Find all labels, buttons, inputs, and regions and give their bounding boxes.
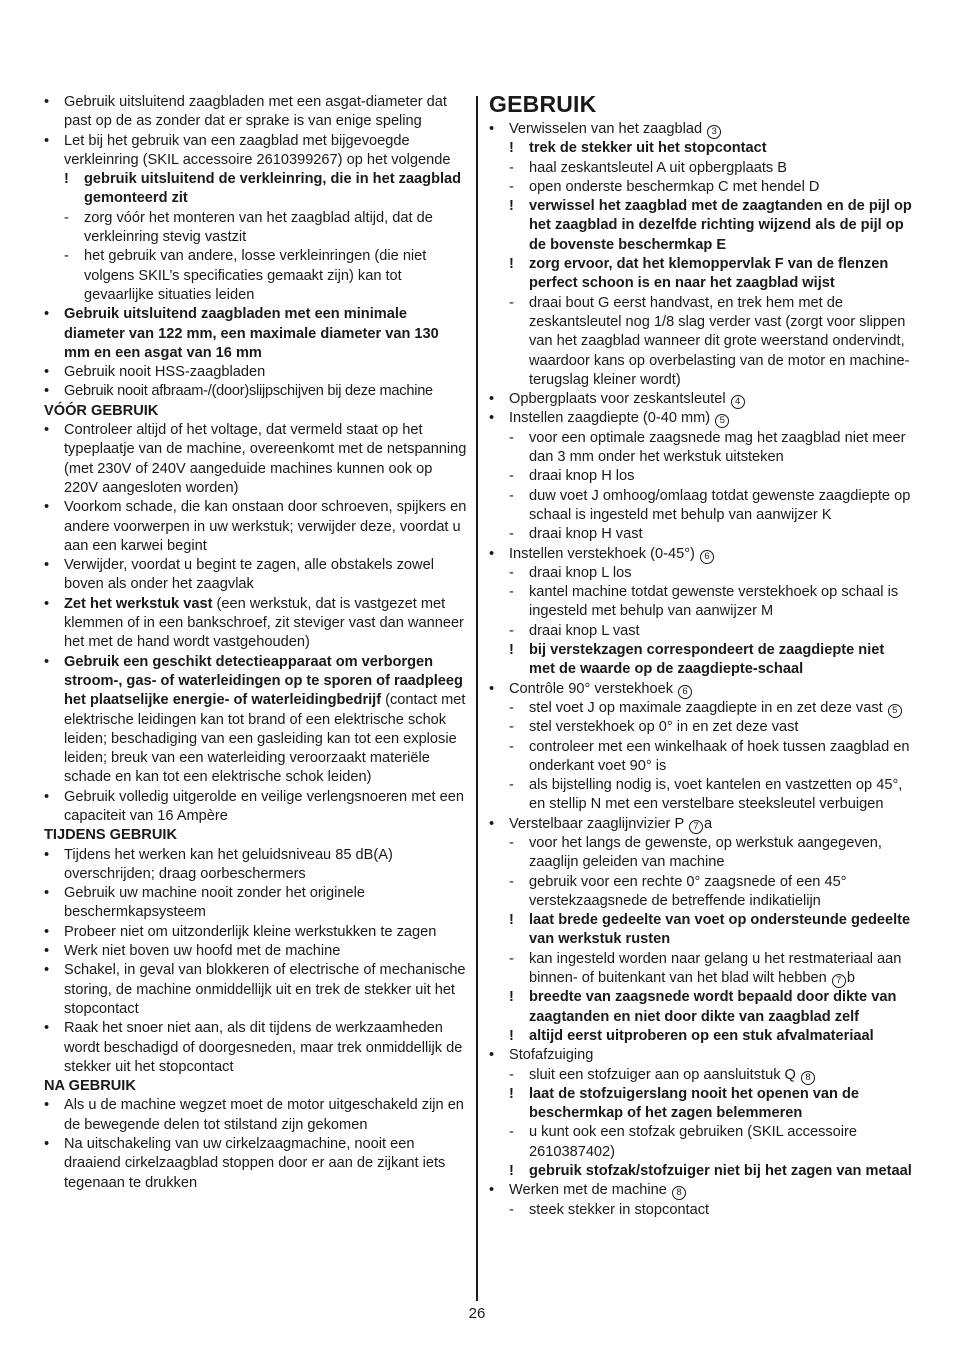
list-marker: !: [509, 912, 514, 929]
list-marker: •: [44, 557, 50, 574]
list-marker: !: [509, 256, 514, 273]
item-text: Probeer niet om uitzonderlijk kleine werkstukken te zagen: [64, 923, 437, 940]
bullet-item: [44, 1135, 468, 1193]
item-text: Gebruik nooit afbraam-/(door)slijpschijven bij deze machine: [64, 383, 433, 400]
list-marker: -: [509, 564, 514, 581]
sub-item: [44, 247, 468, 305]
item-text: stel voet J op maximale zaagdiepte in en zet deze vast 5: [529, 700, 903, 716]
list-marker: •: [44, 94, 50, 110]
list-marker: -: [509, 873, 514, 890]
list-marker: •: [44, 306, 50, 323]
item-text: Opbergplaats voor zeskantsleutel 4: [509, 391, 746, 407]
list-marker: !: [509, 1085, 514, 1102]
item-text: duw voet J omhoog/omlaag totdat gewenste zaagdiepte op schaal is ingesteld met behulp van aanwijzer K: [529, 487, 911, 523]
item-text: kan ingesteld worden naar gelang u het restmateriaal aan binnen- of buitenkant van het blad wilt hebben 7 b: [529, 950, 902, 987]
list-marker: -: [509, 159, 514, 176]
list-marker: •: [489, 391, 495, 408]
bullet-item: [44, 93, 468, 132]
item-text: Gebruik uitsluitend zaagbladen met een asgat-diameter dat past op de as zonder dat er sprake is van enige speling: [64, 94, 447, 130]
list-marker: •: [489, 1182, 495, 1199]
list-marker: -: [64, 209, 69, 226]
page-number: 26: [468, 1305, 486, 1322]
list-marker: -: [509, 699, 514, 716]
list-marker: •: [44, 1097, 50, 1114]
list-marker: •: [44, 383, 50, 400]
sub-item: [489, 178, 913, 197]
sub-item: [489, 1066, 913, 1085]
bullet-item: [44, 421, 468, 498]
item-text: Voorkom schade, die kan onstaan door schroeven, spijkers en andere voorwerpen in uw werkstuk; verwijder deze, voordat u aan een karwei begint: [64, 499, 467, 554]
item-text: zorg vóór het monteren van het zaagblad altijd, dat de verkleinring stevig vastzit: [84, 209, 433, 246]
warning-item: [489, 988, 913, 1027]
item-text: Raak het snoer niet aan, als dit tijdens de werkzaamheden wordt beschadigd of doorgesneden, maar trek onmiddellijk de stekker uit het stopcontact: [64, 1020, 463, 1075]
bullet-item: [44, 363, 468, 382]
section-heading: TIJDENS GEBRUIK: [44, 827, 177, 844]
item-text: als bijstelling nodig is, voet kantelen en vastzetten op 45°, en stellip N met een verstelbare steeksleutel verbuigen: [529, 777, 903, 813]
bullet-item: [44, 846, 468, 885]
item-text: open onderste beschermkap C met hendel D: [529, 178, 820, 195]
list-marker: •: [44, 1136, 50, 1153]
item-text: Gebruik een geschikt detectieapparaat om verborgen stroom-, gas- of waterleidingen op te sporen of raadpleeg het plaatselijke energie- of waterleidingbedrijf (contact met elektrische leidingen kan tot brand of een elektrische schok leiden; beschadiging van een gasleiding kan tot een explosie leiden; breuk van een waterleiding veroorzaakt materiële schade en kan tot een elektrische schok leiden): [64, 653, 466, 786]
item-text: Werk niet boven uw hoofd met de machine: [64, 943, 341, 960]
list-marker: -: [509, 294, 514, 311]
item-text: Zet het werkstuk vast (een werkstuk, dat is vastgezet met klemmen of in een bankschroef, zit steviger vast dan wanneer het met de hand wordt vastgehouden): [64, 595, 464, 651]
sub-item: [489, 564, 913, 583]
list-marker: •: [44, 422, 50, 439]
sub-item: [489, 1123, 913, 1162]
list-marker: -: [509, 526, 514, 543]
list-marker: •: [44, 364, 50, 381]
list-marker: !: [64, 171, 69, 188]
list-marker: •: [44, 132, 50, 149]
item-text: Instellen verstekhoek (0-45°) 6: [509, 546, 715, 562]
right-column: [489, 88, 913, 1220]
bullet-item: [44, 788, 468, 827]
item-text: Als u de machine wegzet moet de motor uitgeschakeld zijn en de bewegende delen tot stilstand zijn gekomen: [64, 1097, 464, 1133]
list-marker: -: [509, 1066, 514, 1083]
list-marker: •: [44, 923, 50, 940]
item-text: verwissel het zaagblad met de zaagtanden en de pijl op het zaagblad in dezelfde richting wijzend als de pijl op de bovenste beschermkap E: [529, 198, 912, 253]
list-marker: !: [509, 989, 514, 1006]
item-text: Werken met de machine 8: [509, 1182, 687, 1198]
item-text: stel verstekhoek op 0° in en zet deze vast: [529, 719, 799, 736]
bullet-item: [44, 923, 468, 942]
bullet-item: [489, 1181, 913, 1200]
item-text: Verstelbaar zaaglijnvizier P 7 a: [509, 815, 713, 832]
item-text: altijd eerst uitproberen op een stuk afvalmateriaal: [529, 1027, 874, 1044]
item-text: laat brede gedeelte van voet op ondersteunde gedeelte van werkstuk rusten: [529, 912, 911, 948]
item-text: sluit een stofzuiger aan op aansluitstuk Q 8: [529, 1067, 816, 1083]
list-marker: •: [489, 680, 495, 697]
list-marker: -: [64, 248, 69, 265]
list-marker: -: [509, 834, 514, 851]
bullet-item: [489, 545, 913, 564]
section-title: GEBRUIK: [489, 91, 597, 117]
item-text: voor een optimale zaagsnede mag het zaagblad niet meer dan 3 mm onder het werkstuk uitsteken: [529, 429, 906, 466]
item-text: Let bij het gebruik van een zaagblad met bijgevoegde verkleinring (SKIL accessoire 2610399267) op het volgende: [64, 132, 451, 168]
bullet-item: [44, 556, 468, 595]
item-text: Schakel, in geval van blokkeren of electrische of mechanische storing, de machine onmiddellijk uit en trek de stekker uit het stopcontact: [64, 962, 466, 1017]
list-marker: -: [509, 622, 514, 639]
item-text: Na uitschakeling van uw cirkelzaagmachine, nooit een draaiend cirkelzaagblad stoppen door er aan de zijkant iets tegenaan te drukken: [64, 1136, 446, 1191]
item-text: trek de stekker uit het stopcontact: [529, 140, 767, 157]
item-text: Instellen zaagdiepte (0-40 mm) 5: [509, 410, 730, 426]
sub-item: [489, 467, 913, 486]
list-marker: !: [509, 642, 514, 659]
warning-item: [489, 1162, 913, 1181]
item-text: breedte van zaagsnede wordt bepaald door dikte van zaagtanden en niet door dikte van zaagblad zelf: [529, 989, 897, 1025]
list-marker: •: [489, 815, 495, 832]
item-text: kantel machine totdat gewenste verstekhoek op schaal is ingesteld met behulp van aanwijzer M: [529, 584, 899, 620]
item-text: draai knop L los: [529, 564, 632, 581]
item-text: Controleer altijd of het voltage, dat vermeld staat op het typeplaatje van de machine, overeenkomt met de netspanning (met 230V of 240V aangeduide machines kunnen ook op 220V aangesloten worden): [64, 422, 467, 496]
item-text: Tijdens het werken kan het geluidsniveau 85 dB(A) overschrijden; draag oorbeschermers: [64, 846, 393, 882]
list-marker: -: [509, 777, 514, 794]
warning-item: [44, 170, 468, 209]
list-marker: •: [44, 499, 50, 516]
list-marker: •: [489, 410, 495, 427]
column-divider: [476, 96, 478, 1301]
sub-item: [489, 873, 913, 912]
item-text: Verwisselen van het zaagblad 3: [509, 121, 722, 137]
bullet-item: [489, 120, 913, 139]
list-marker: !: [509, 1027, 514, 1044]
sub-item: [489, 622, 913, 641]
item-text: Gebruik uitsluitend zaagbladen met een minimale diameter van 122 mm, een maximale diameter van 130 mm en een asgat van 16 mm: [64, 306, 439, 361]
item-text: Stofafzuiging: [509, 1047, 594, 1064]
list-marker: -: [509, 178, 514, 195]
list-marker: •: [489, 1047, 495, 1064]
item-text: draai knop L vast: [529, 622, 640, 639]
sub-item: [489, 834, 913, 873]
bullet-item: [44, 1019, 468, 1077]
list-marker: !: [509, 140, 514, 157]
list-marker: -: [509, 1201, 514, 1218]
list-marker: •: [44, 943, 50, 960]
list-marker: •: [44, 846, 50, 863]
section-heading: NA GEBRUIK: [44, 1078, 136, 1095]
sub-item: [489, 1201, 913, 1220]
sub-item: [489, 159, 913, 178]
warning-item: [489, 139, 913, 158]
sub-item: [489, 429, 913, 468]
section-heading: VÓÓR GEBRUIK: [44, 402, 159, 419]
sub-item: [489, 718, 913, 737]
list-marker: •: [489, 121, 495, 137]
warning-item: [489, 641, 913, 680]
item-text: gebruik uitsluitend de verkleinring, die in het zaagblad gemonteerd zit: [84, 171, 462, 207]
warning-item: [489, 1085, 913, 1124]
item-text: het gebruik van andere, losse verkleinringen (die niet volgens SKIL’s specificaties gemaakt zijn) kan tot gevaarlijke situaties leiden: [84, 248, 427, 303]
list-marker: •: [44, 962, 50, 979]
sub-item: [489, 738, 913, 777]
sub-item: [44, 209, 468, 248]
bullet-item: [44, 382, 468, 401]
bullet-item: [489, 680, 913, 699]
list-marker: -: [509, 468, 514, 485]
warning-item: [489, 911, 913, 950]
bullet-item: [489, 409, 913, 428]
sub-item: [489, 487, 913, 526]
bullet-item: [44, 884, 468, 923]
list-marker: -: [509, 950, 514, 967]
right-list: [489, 120, 913, 1220]
bullet-item: [44, 305, 468, 363]
bullet-item: [44, 961, 468, 1019]
list-marker: -: [509, 584, 514, 601]
warning-item: [489, 197, 913, 255]
item-text: Verwijder, voordat u begint te zagen, alle obstakels zowel boven als onder het zaagvlak: [64, 557, 434, 593]
item-text: u kunt ook een stofzak gebruiken (SKIL accessoire 2610387402): [529, 1124, 858, 1160]
bullet-item: [44, 498, 468, 556]
bullet-item: [44, 595, 468, 653]
list-marker: -: [509, 738, 514, 755]
left-column: [44, 93, 468, 1193]
item-text: bij verstekzagen correspondeert de zaagdiepte niet met de waarde op de zaagdiepte-schaal: [529, 642, 885, 678]
list-marker: !: [509, 1163, 514, 1180]
item-text: Contrôle 90° verstekhoek 6: [509, 681, 693, 697]
list-marker: -: [509, 719, 514, 736]
item-text: Gebruik uw machine nooit zonder het originele beschermkapsysteem: [64, 885, 365, 921]
list-marker: •: [44, 788, 50, 805]
list-marker: -: [509, 487, 514, 504]
item-text: zorg ervoor, dat het klemoppervlak F van de flenzen perfect schoon is en naar het zaagblad wijst: [529, 256, 889, 292]
sub-item: [489, 776, 913, 815]
bullet-item: [44, 653, 468, 788]
bullet-item: [489, 815, 913, 834]
item-text: voor het langs de gewenste, op werkstuk aangegeven, zaaglijn geleiden van machine: [529, 834, 882, 871]
item-text: draai bout G eerst handvast, en trek hem met de zeskantsleutel nog 1/8 slag verder vast (zorgt voor slippen van het zaagblad wanneer dit grote weerstand ondervindt, waardoor kans op overbelasting van de motor en machine-terugslag kleiner wordt): [529, 294, 910, 388]
list-marker: -: [509, 1124, 514, 1141]
bullet-item: [44, 132, 468, 171]
item-text: draai knop H vast: [529, 526, 643, 543]
item-text: Gebruik nooit HSS-zaagbladen: [64, 364, 266, 381]
bullet-item: [489, 390, 913, 409]
item-text: Gebruik volledig uitgerolde en veilige verlengsnoeren met een capaciteit van 16 Ampère: [64, 788, 464, 824]
list-marker: •: [44, 885, 50, 902]
sub-item: [489, 699, 913, 718]
warning-item: [489, 1027, 913, 1046]
bullet-item: [489, 1046, 913, 1065]
list-marker: -: [509, 429, 514, 446]
item-text: gebruik voor een rechte 0° zaagsnede of een 45° verstekzaagsnede de betreffende indikatielijn: [529, 873, 847, 909]
item-text: controleer met een winkelhaak of hoek tussen zaagblad en onderkant voet 90° is: [529, 738, 910, 774]
list-marker: •: [489, 545, 495, 562]
item-text: draai knop H los: [529, 468, 635, 485]
list-marker: •: [44, 653, 50, 670]
sub-item: [489, 583, 913, 622]
sub-item: [489, 950, 913, 989]
item-text: gebruik stofzak/stofzuiger niet bij het zagen van metaal: [529, 1163, 912, 1180]
item-text: laat de stofzuigerslang nooit het openen van de beschermkap of het zagen belemmeren: [529, 1085, 860, 1122]
item-text: steek stekker in stopcontact: [529, 1201, 710, 1218]
bullet-item: [44, 942, 468, 961]
list-marker: !: [509, 198, 514, 215]
list-marker: •: [44, 595, 50, 612]
list-marker: •: [44, 1020, 50, 1037]
sub-item: [489, 525, 913, 544]
item-text: haal zeskantsleutel A uit opbergplaats B: [529, 159, 787, 176]
sub-item: [489, 294, 913, 390]
warning-item: [489, 255, 913, 294]
bullet-item: [44, 1096, 468, 1135]
